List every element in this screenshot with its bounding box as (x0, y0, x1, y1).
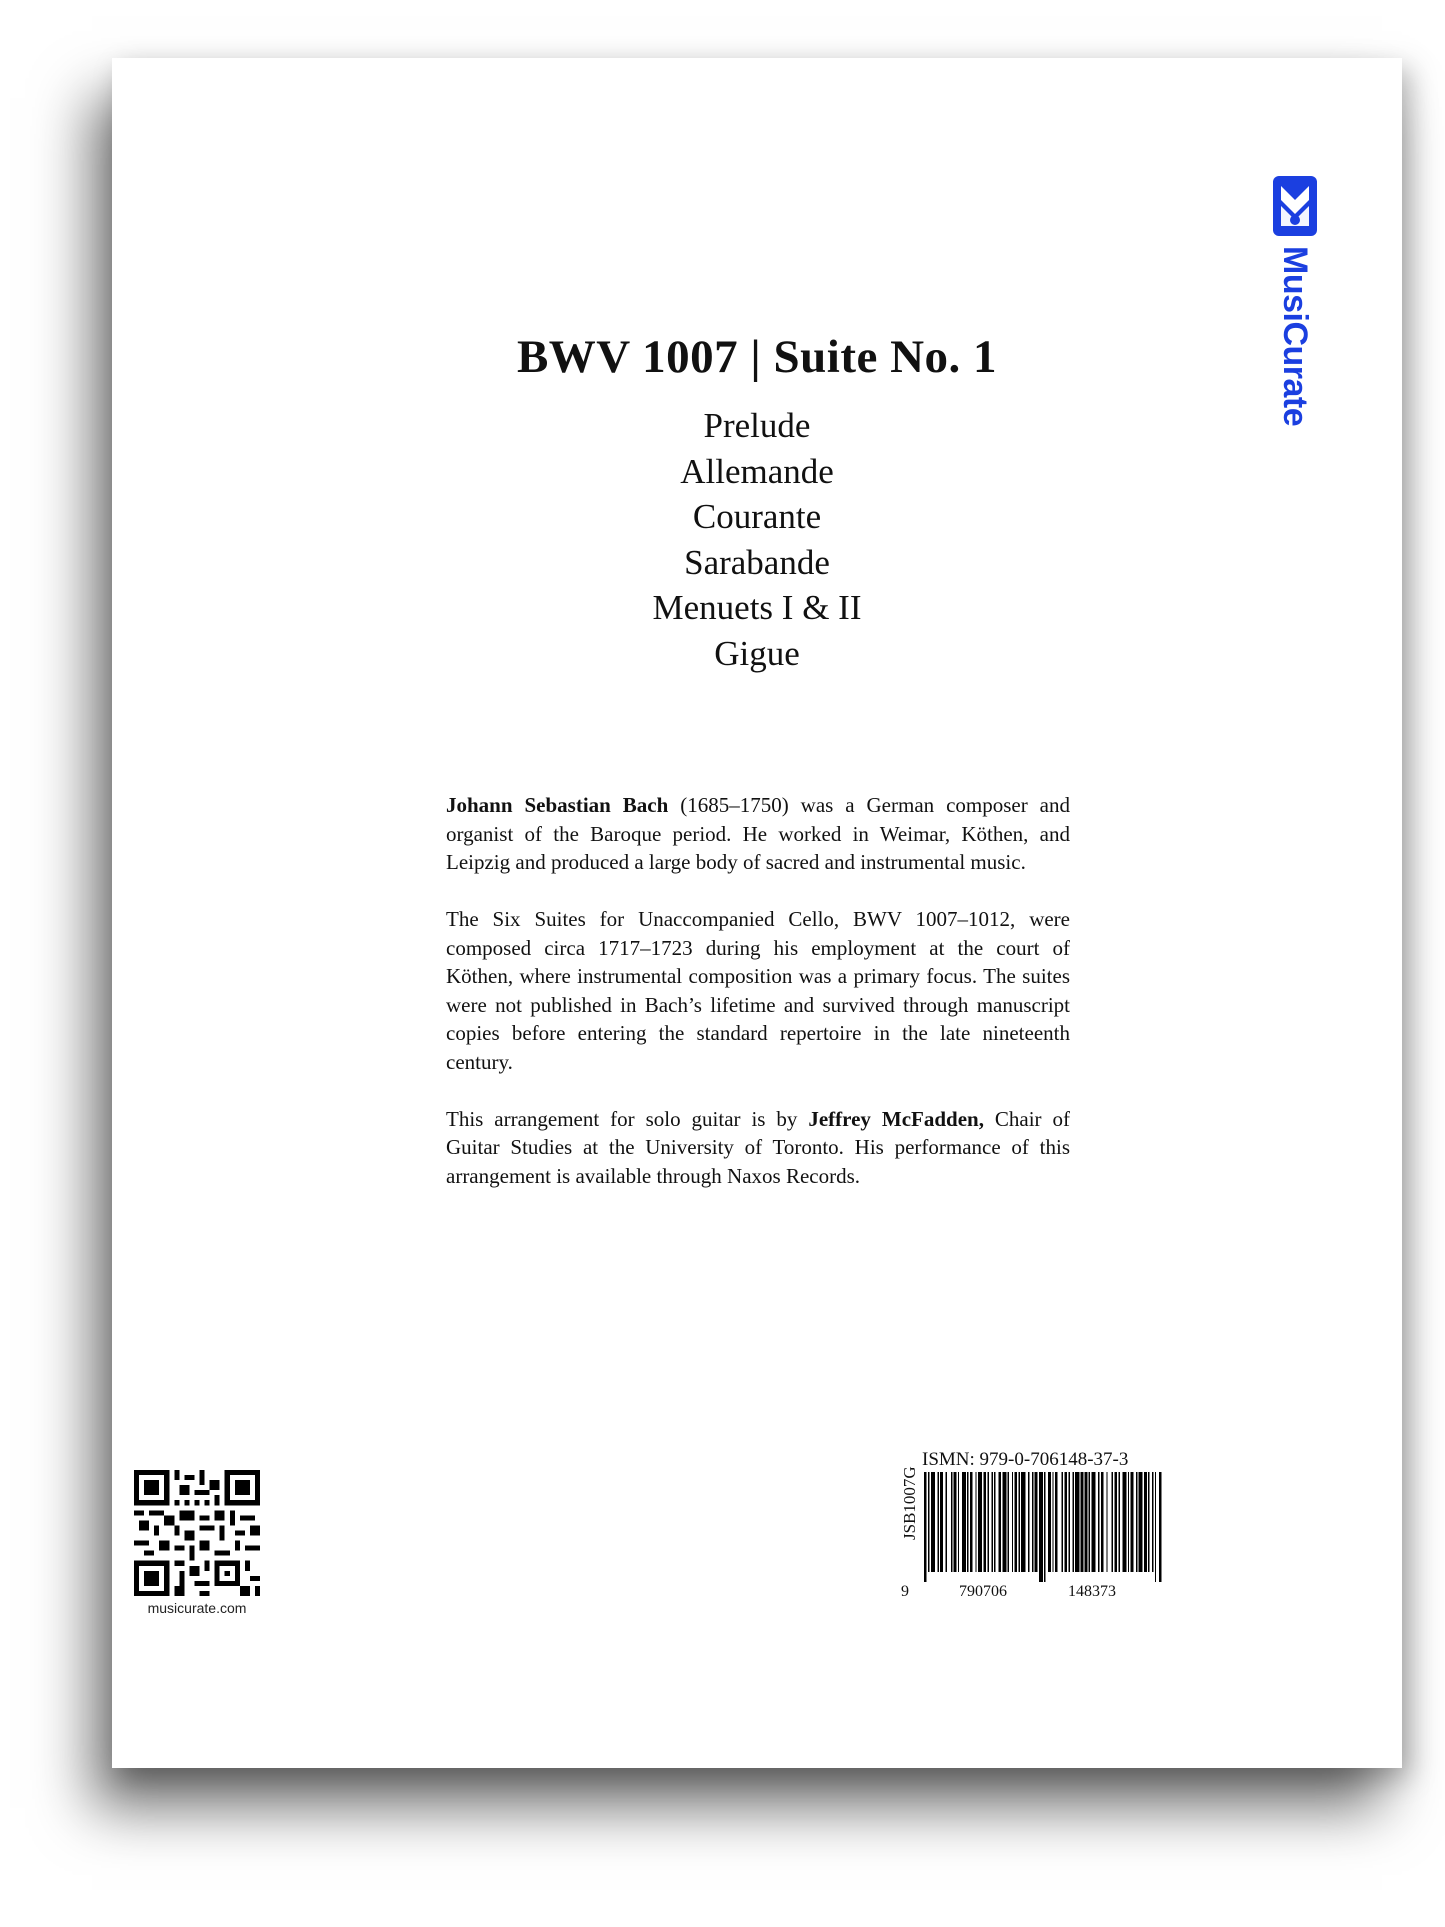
barcode-bar (1159, 1472, 1162, 1582)
back-cover-page (112, 58, 1402, 1768)
arranger-bio: Chair of Guitar Studies at the University of Toronto. His performance of this arrangement is available through Naxos Records. (446, 1106, 1070, 1188)
suites-paragraph: The Six Suites for Unaccompanied Cello, BWV 1007–1012, were composed circa 1717–1723 during his employment at the court of Köthen, where instrumental composition was a primary focus. The suites were not published in Bach’s lifetime and survived through manuscript copies before entering the standard repertoire in the late nineteenth century. (446, 907, 1070, 1074)
barcode-bar (987, 1472, 988, 1572)
barcode-bar (1131, 1472, 1134, 1572)
barcode-bar (1039, 1472, 1043, 1582)
barcode-digit-lead: 9 (901, 1583, 909, 1600)
barcode-bar (1052, 1472, 1053, 1572)
barcode-bar (1035, 1472, 1038, 1572)
barcode-bar (1008, 1472, 1009, 1572)
musicurate-logo-text: MusiCurate (1276, 246, 1314, 427)
barcode-bar (1002, 1472, 1006, 1572)
barcode-bar (940, 1472, 943, 1572)
movement-item: Gigue (714, 633, 800, 673)
barcode-bar (928, 1472, 929, 1572)
barcode-bar (1055, 1472, 1058, 1572)
description-text (446, 791, 1070, 1219)
musicurate-logo-icon (1273, 176, 1317, 236)
barcode-bar (1128, 1472, 1129, 1572)
barcode-bar (1028, 1472, 1029, 1572)
barcode-bar (1118, 1472, 1119, 1572)
barcode-bar (967, 1472, 968, 1572)
movement-item: Prelude (703, 406, 811, 445)
barcode-bar (931, 1472, 935, 1572)
ismn-label: ISMN: 979-0-706148-37-3 (922, 1449, 1129, 1470)
barcode-bar (994, 1472, 995, 1572)
barcode-bar (1114, 1472, 1117, 1572)
barcode-bar (1075, 1472, 1079, 1572)
barcode-bar (1089, 1472, 1090, 1572)
barcode-bar (983, 1472, 986, 1572)
arranger-name: Jeffrey McFadden, (808, 1106, 984, 1131)
barcode-bar (1012, 1472, 1013, 1572)
barcode-bar (998, 1472, 1001, 1572)
suite-title: BWV 1007 | Suite No. 1 (516, 331, 998, 383)
barcode-bar (958, 1472, 959, 1572)
barcode (922, 1472, 1162, 1582)
barcode-bar (1144, 1472, 1147, 1572)
qr-code (134, 1470, 260, 1596)
barcode-bar (962, 1472, 966, 1572)
arranger-intro: This arrangement for solo guitar is by (446, 1106, 809, 1131)
arranger-paragraph (446, 1105, 1070, 1191)
barcode-bar (1122, 1472, 1126, 1572)
barcode-bar (954, 1472, 957, 1572)
barcode-bar (978, 1472, 982, 1572)
barcode-bar (1098, 1472, 1099, 1572)
barcode-bar (975, 1472, 976, 1572)
barcode-bar (1139, 1472, 1143, 1572)
movement-item: Allemande (680, 451, 834, 491)
composer-bio: (1685–1750) was a German composer and organist of the Baroque period. He worked in Weimar, Köthen, and Leipzig and produced a large body of sacred and instrumental music. (446, 793, 1070, 874)
product-code: JSB1007G (900, 1466, 919, 1540)
musicurate-logo (1272, 176, 1318, 446)
barcode-bar (1148, 1472, 1149, 1572)
barcode-bar (992, 1472, 993, 1572)
barcode-bar (1081, 1472, 1084, 1572)
movement-list (112, 403, 1402, 676)
barcode-bar (1101, 1472, 1104, 1572)
barcode-bar (1091, 1472, 1095, 1572)
barcode-bar (1085, 1472, 1088, 1572)
barcode-bar (1155, 1472, 1156, 1582)
barcode-bar (970, 1472, 973, 1572)
barcode-bar (1112, 1472, 1113, 1572)
barcode-digits-left: 790706 (959, 1583, 1007, 1600)
barcode-bar (1152, 1472, 1153, 1572)
barcode-bar (1032, 1472, 1033, 1572)
composer-paragraph (446, 791, 1070, 877)
barcode-bar (1068, 1472, 1069, 1572)
qr-caption: musicurate.com (147, 1600, 247, 1616)
barcode-bar (1106, 1472, 1107, 1572)
barcode-bar (1064, 1472, 1067, 1572)
movement-item: Menuets I & II (652, 588, 862, 627)
barcode-bar (1048, 1472, 1051, 1572)
barcode-bar (924, 1472, 927, 1582)
barcode-bar (1021, 1472, 1025, 1572)
barcode-bar (938, 1472, 939, 1572)
barcode-bar (1062, 1472, 1063, 1572)
movement-item: Courante (692, 497, 822, 536)
barcode-bar (946, 1472, 947, 1572)
barcode-bar (1044, 1472, 1045, 1582)
barcode-bar (1014, 1472, 1017, 1572)
barcode-bar (951, 1472, 952, 1572)
barcode-bar (1019, 1472, 1020, 1572)
barcode-bar (1136, 1472, 1137, 1572)
barcode-digits-right: 148373 (1068, 1583, 1116, 1600)
movement-item: Sarabande (684, 542, 830, 582)
barcode-bar (1073, 1472, 1074, 1572)
composer-name: Johann Sebastian Bach (446, 793, 669, 817)
